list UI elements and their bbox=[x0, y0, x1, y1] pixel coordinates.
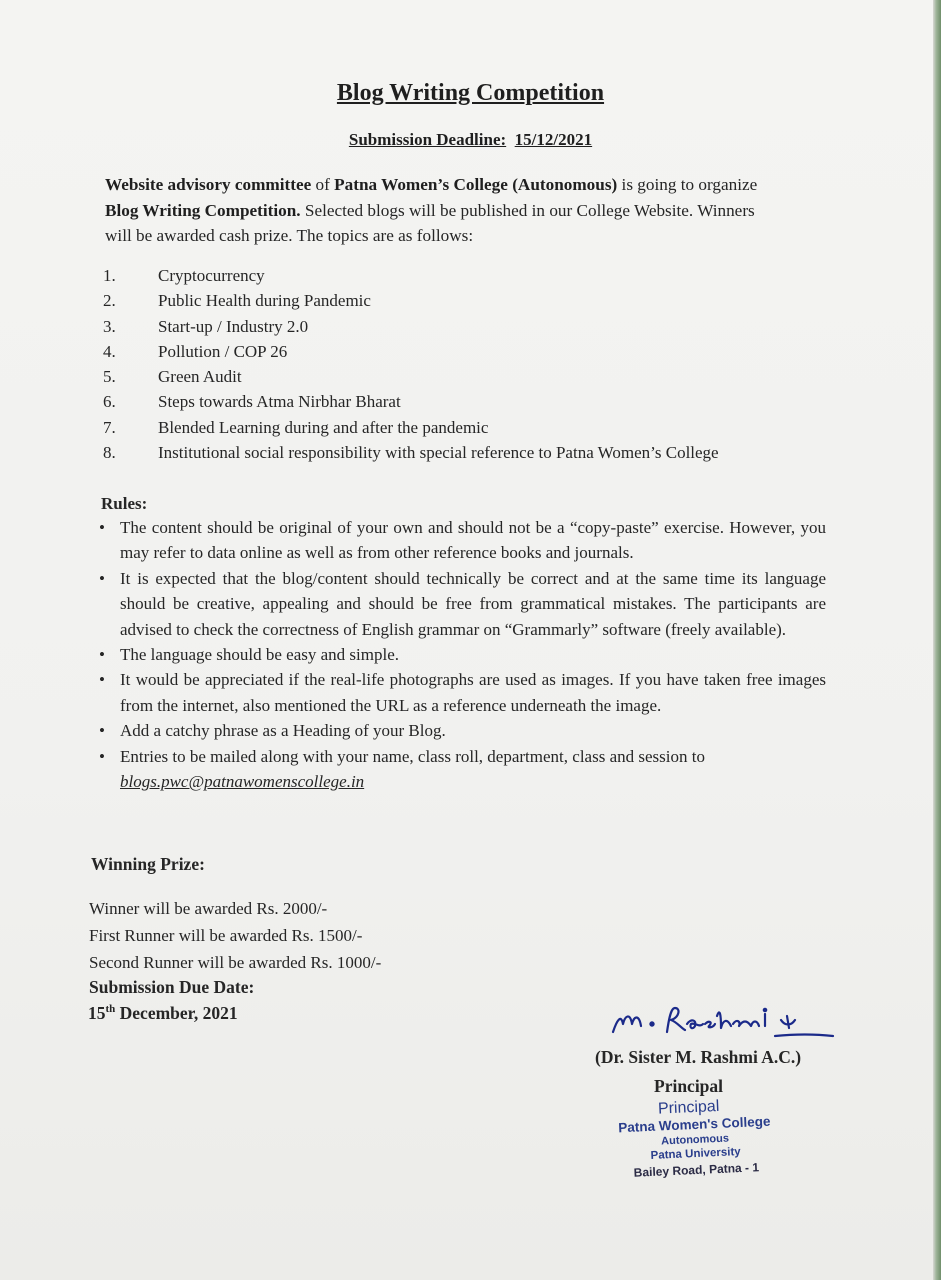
due-date bbox=[88, 1003, 238, 1024]
rule-text: The content should be original of your own and should not be a “copy-paste” exercise. However, you may refer to data online as well as from other reference books and journals. bbox=[120, 518, 826, 563]
deadline-label: Submission Deadline: bbox=[348, 130, 507, 149]
rule-text: It would be appreciated if the real-life photographs are used as images. If you have taken free images from the internet, also mentioned the URL as a reference underneath the image. bbox=[120, 670, 826, 715]
rule-item bbox=[98, 718, 826, 743]
topic-item bbox=[103, 339, 843, 364]
rule-text: Add a catchy phrase as a Heading of your Blog. bbox=[120, 721, 446, 741]
rule-item bbox=[98, 642, 826, 667]
prize-item: Winner will be awarded Rs. 2000/- bbox=[89, 899, 328, 918]
topic-number: 3. bbox=[103, 316, 116, 336]
prize-list bbox=[89, 896, 381, 976]
topic-item bbox=[103, 415, 843, 440]
topic-number: 4. bbox=[103, 341, 116, 361]
topic-number: 7. bbox=[103, 417, 116, 437]
intro-committee: Website advisory committee bbox=[105, 175, 312, 194]
topic-number: 2. bbox=[103, 291, 116, 311]
intro-rest: Selected blogs will be published in our College Website. Winners will be awarded cash prize. The topics are as follows: bbox=[105, 200, 755, 245]
rules-list bbox=[98, 515, 826, 794]
deadline-value: 15/12/2021 bbox=[514, 130, 593, 149]
intro-mid: is going to organize bbox=[617, 175, 758, 194]
topic-text: Steps towards Atma Nirbhar Bharat bbox=[158, 392, 401, 412]
topic-item bbox=[103, 263, 843, 288]
rule-text: The language should be easy and simple. bbox=[120, 645, 400, 665]
rule-text: It is expected that the blog/content should technically be correct and at the same time its language should be creative, appealing and should be free from grammatical mistakes. The participants are advised to check the correctness of English grammar on “Grammarly” software (freely available). bbox=[120, 568, 826, 639]
topic-item bbox=[103, 314, 843, 339]
bullet-icon: • bbox=[99, 518, 105, 537]
prize-heading: Winning Prize: bbox=[91, 854, 205, 874]
topic-number: 6. bbox=[103, 392, 116, 412]
stamp-line-2: Patna Women's College bbox=[618, 1113, 771, 1136]
signature-icon bbox=[605, 998, 845, 1048]
topic-number: 5. bbox=[103, 367, 116, 387]
stamp-line-5: Bailey Road, Patna - 1 bbox=[633, 1160, 760, 1180]
topic-number: 1. bbox=[103, 266, 116, 285]
topic-text: Pollution / COP 26 bbox=[158, 341, 288, 361]
bullet-icon: • bbox=[99, 670, 105, 690]
bullet-icon: • bbox=[99, 746, 105, 766]
rule-item bbox=[98, 515, 826, 566]
topic-text: Institutional social responsibility with special reference to Patna Women’s College bbox=[158, 443, 719, 463]
topic-item bbox=[103, 288, 843, 313]
rules-heading: Rules: bbox=[101, 494, 148, 513]
due-day: 15 bbox=[88, 1003, 106, 1023]
intro-paragraph bbox=[105, 172, 785, 249]
topic-text: Start-up / Industry 2.0 bbox=[158, 316, 309, 336]
paper-edge bbox=[933, 0, 941, 1280]
bullet-icon: • bbox=[99, 645, 105, 665]
due-date-heading: Submission Due Date: bbox=[89, 977, 255, 997]
topic-number: 8. bbox=[103, 443, 116, 463]
page-title: Blog Writing Competition bbox=[336, 80, 605, 106]
stamp-line-1: Principal bbox=[657, 1097, 720, 1118]
rule-text: Entries to be mailed along with your name, class roll, department, class and session to bbox=[120, 746, 705, 766]
email-link[interactable]: blogs.pwc@patnawomenscollege.in bbox=[120, 772, 365, 792]
rule-item bbox=[98, 566, 826, 642]
topic-item bbox=[103, 440, 843, 465]
intro-college: Patna Women’s College (Autonomous) bbox=[334, 175, 618, 194]
prize-item: Second Runner will be awarded Rs. 1000/- bbox=[89, 952, 382, 972]
intro-event: Blog Writing Competition. bbox=[105, 200, 301, 220]
bullet-icon: • bbox=[99, 568, 105, 588]
bullet-icon: • bbox=[99, 721, 105, 741]
signatory-name: (Dr. Sister M. Rashmi A.C.) bbox=[595, 1047, 802, 1067]
college-stamp bbox=[598, 1094, 791, 1183]
topic-text: Public Health during Pandemic bbox=[158, 291, 371, 311]
rule-item bbox=[98, 667, 826, 718]
due-rest: December, 2021 bbox=[115, 1003, 238, 1023]
due-suffix: th bbox=[105, 1003, 116, 1016]
stamp-line-4: Patna University bbox=[650, 1146, 741, 1162]
intro-of: of bbox=[311, 175, 335, 194]
topic-text: Blended Learning during and after the pandemic bbox=[158, 417, 489, 437]
stamp-line-3: Autonomous bbox=[660, 1132, 730, 1148]
submission-deadline bbox=[0, 130, 941, 150]
topics-list bbox=[103, 263, 843, 465]
topic-text: Cryptocurrency bbox=[158, 266, 265, 285]
topic-item bbox=[103, 364, 843, 389]
rule-item bbox=[98, 744, 826, 795]
topic-item bbox=[103, 389, 843, 414]
signatory-title: Principal bbox=[654, 1076, 724, 1096]
prize-item: First Runner will be awarded Rs. 1500/- bbox=[89, 925, 363, 945]
topic-text: Green Audit bbox=[158, 367, 242, 387]
